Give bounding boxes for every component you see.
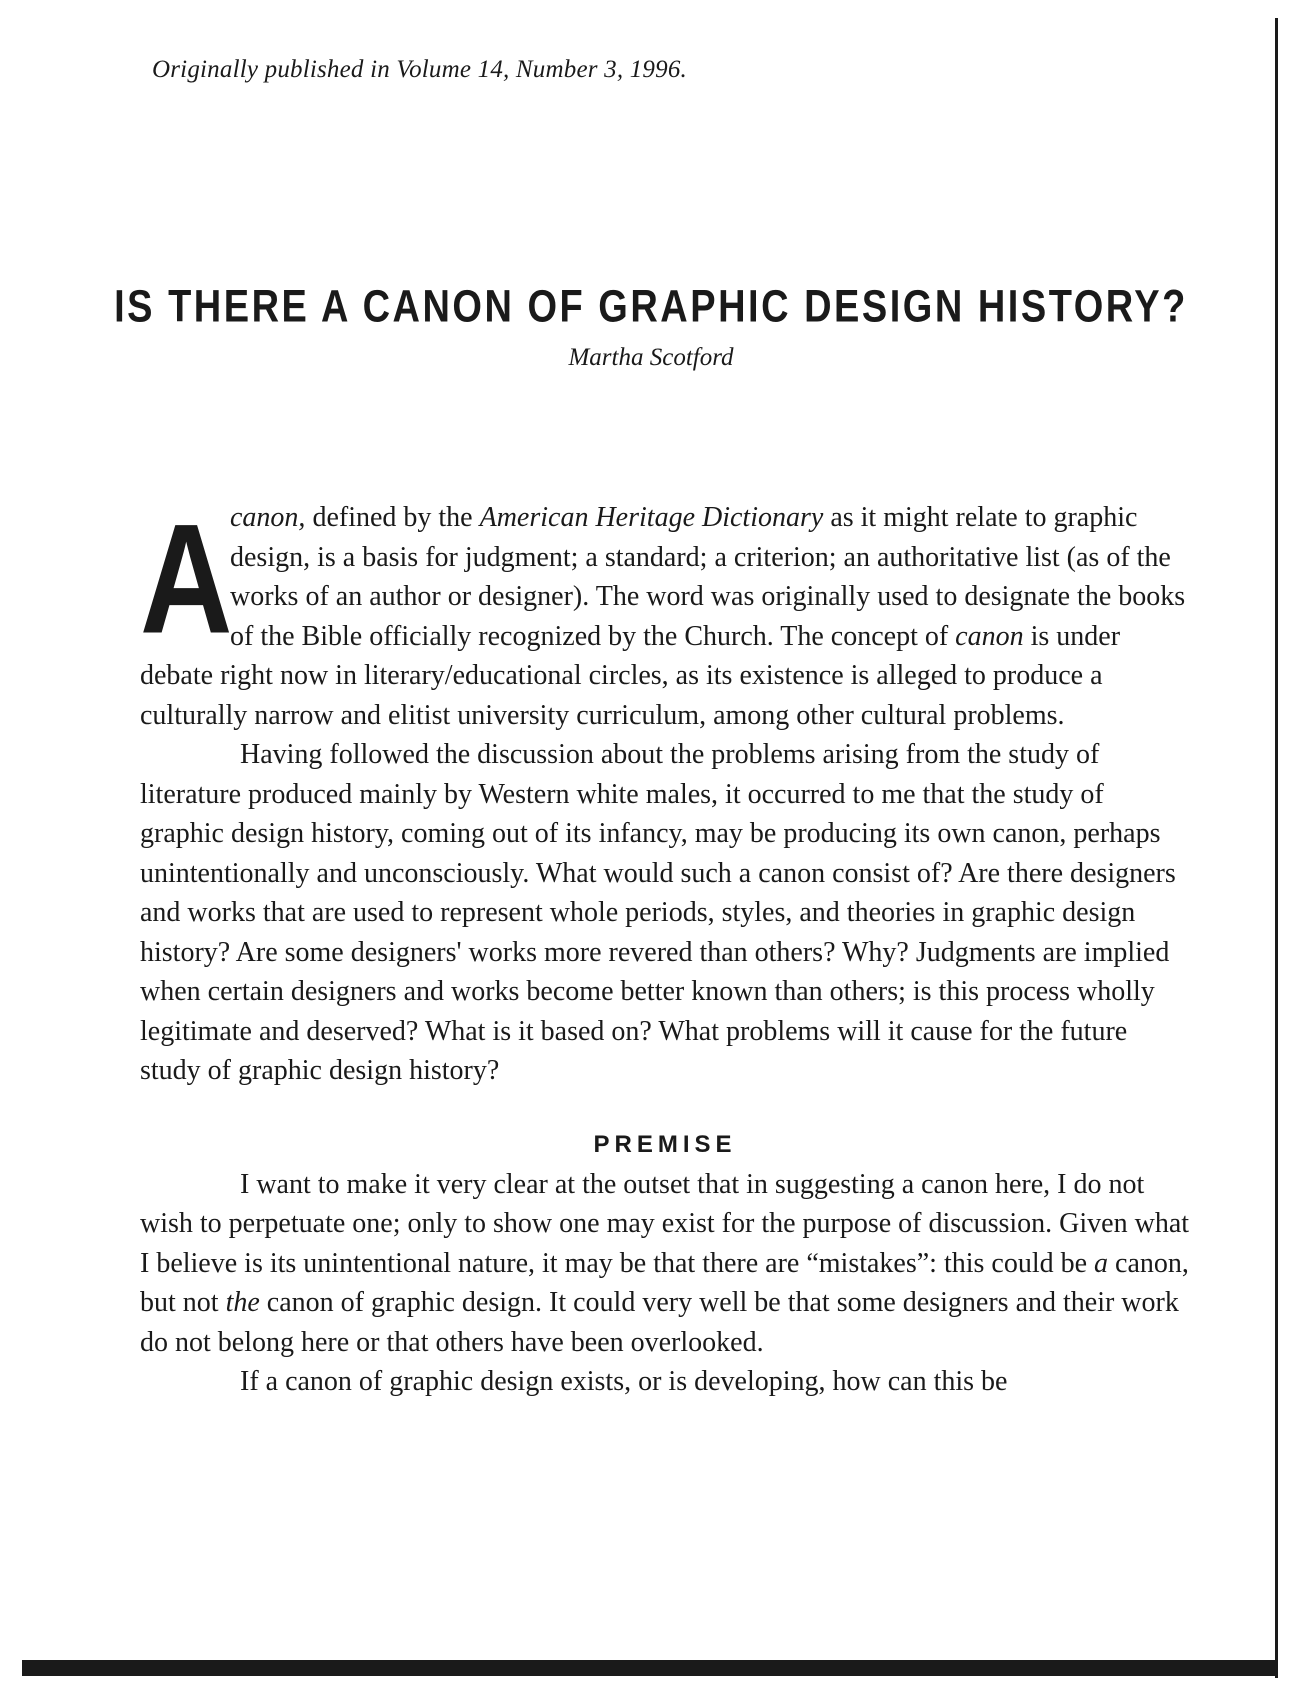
paragraph-1-italic-canon: canon, [230, 502, 306, 533]
paragraph-1-text-b: as it might relate to graphic design, is a basis for judgment; a standard; a criterion; an authoritative list (as of the works of an author or designer). The word was originally used to designate the books of the Bible officially recognized by the Church. The concept of [230, 502, 1186, 652]
article-body [140, 492, 1190, 1402]
paragraph-3-text-b: canon, but not [140, 1247, 1189, 1318]
paragraph-3-italic-the: the [225, 1287, 260, 1318]
paragraph-1-text-c: is under debate right now in literary/educational circles, as its existence is alleged to produce a culturally narrow and elitist university curriculum, among other cultural problems. [140, 620, 1121, 731]
paragraph-3-text-a: I want to make it very clear at the outset that in suggesting a canon here, I do not wish to perpetuate one; only to show one may exist for the purpose of discussion. Given what I believe is its unintentional nature, it may be that there are “mistakes”: this could be [140, 1168, 1190, 1279]
publication-note: Originally published in Volume 14, Number 3, 1996. [152, 56, 687, 83]
drop-cap [140, 492, 233, 667]
article-title: IS THERE A CANON OF GRAPHIC DESIGN HISTORY? [114, 282, 1188, 333]
paragraph-1-italic-dictionary: American Heritage Dictionary [479, 502, 824, 533]
paragraph-3 [140, 1165, 1190, 1363]
right-page-edge-rule [1275, 18, 1278, 1678]
paragraph-3-text-c: canon of graphic design. It could very well be that some designers and their work do not belong here or that others have been overlooked. [140, 1287, 1179, 1358]
paragraph-1 [140, 492, 1190, 735]
paragraph-1-italic-canon-2: canon [955, 620, 1024, 652]
paragraph-4: If a canon of graphic design exists, or is developing, how can this be [240, 1366, 1008, 1397]
drop-cap-letter: A [140, 492, 233, 667]
article-author: Martha Scotford [568, 344, 734, 371]
paragraph-1-text-a: defined by the [305, 502, 480, 533]
paragraph-2: Having followed the discussion about the problems arising from the study of literature produced mainly by Western white males, it occurred to me that the study of graphic design history, coming out of its infancy, may be producing its own canon, perhaps unintentionally and unconsciously. What would such a canon consist of? Are there designers and works that are used to represent whole periods, styles, and theories in graphic design history? Are some designers' works more revered than others? Why? Judgments are implied when certain designers and works become better known than others; is this process wholly legitimate and deserved? What is it based on? What problems will it cause for the future study of graphic design history? [140, 739, 1176, 1086]
bottom-page-edge-rule [22, 1660, 1278, 1676]
section-heading-premise: PREMISE [593, 1130, 737, 1158]
paragraph-3-italic-a: a [1094, 1247, 1109, 1279]
